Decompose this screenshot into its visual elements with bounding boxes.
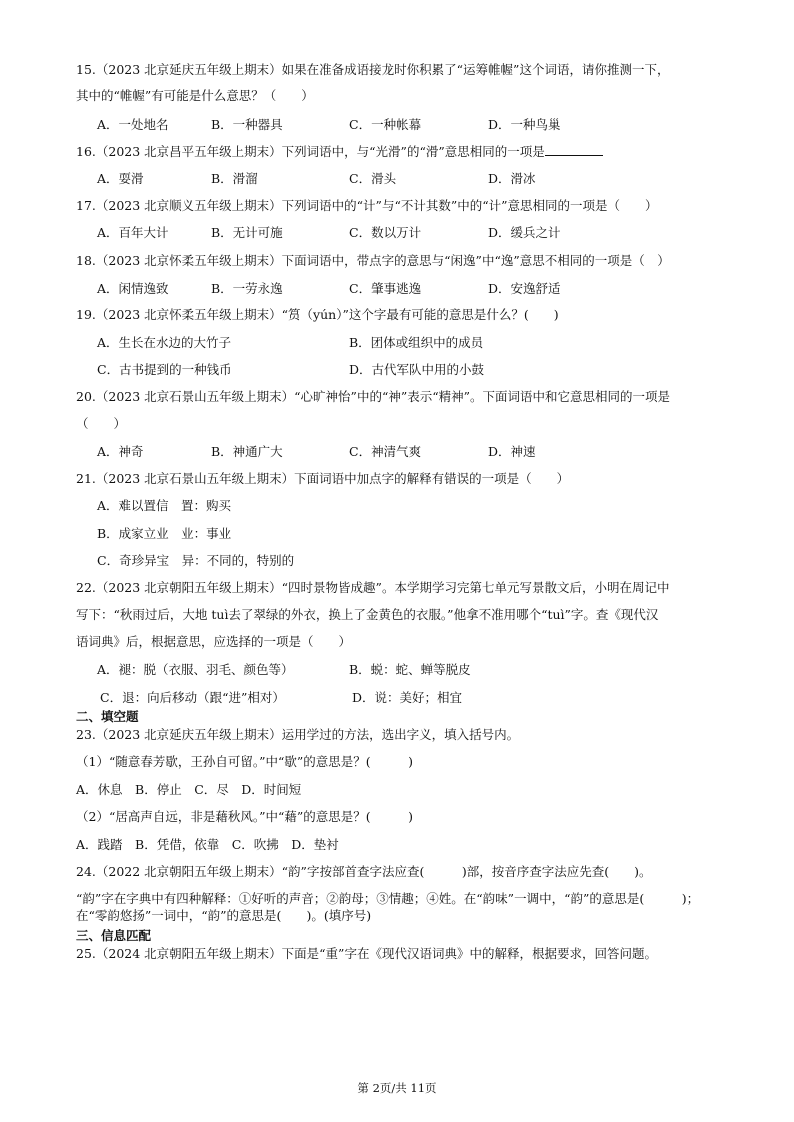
q20-option-b[interactable]: B．神通广大	[211, 444, 283, 459]
q22-option-d[interactable]: D．说：美好；相宜	[352, 690, 463, 705]
q23-sub2-options[interactable]: A．践踏 B．凭借，依靠 C．吹拂 D．垫衬	[76, 837, 339, 852]
q16-option-d[interactable]: D．滑冰	[488, 171, 536, 186]
q21-option-a[interactable]: A．难以置信 置：购买	[97, 498, 232, 513]
q20-option-d[interactable]: D．神速	[488, 444, 536, 459]
q17-option-b[interactable]: B．无计可施	[211, 225, 283, 240]
q23-sub2: （2）“居高声自远，非是藉秋风。”中“藉”的意思是？( )	[76, 809, 414, 824]
page-number-footer: 第 2页/共 11页	[357, 1081, 437, 1095]
q23-sub1-options[interactable]: A．休息 B．停止 C．尽 D．时间短	[76, 782, 302, 797]
section-heading-fill-in: 二、填空题	[76, 709, 139, 724]
section-heading-info-matching: 三、信息匹配	[76, 928, 152, 943]
q20-stem-line2: （ ）	[76, 416, 127, 431]
q21-stem: 21.（2023 北京石景山五年级上期末）下面词语中加点字的解释有错误的一项是（ ）	[76, 471, 570, 486]
q18-option-d[interactable]: D．安逸舒适	[488, 281, 561, 296]
q19-option-c[interactable]: C．古书提到的一种钱币	[97, 362, 232, 377]
q19-option-b[interactable]: B．团体或组织中的成员	[349, 335, 484, 350]
q22-option-a[interactable]: A．褪：脱（衣服、羽毛、颜色等）	[97, 662, 294, 677]
q19-option-d[interactable]: D．古代军队中用的小鼓	[349, 362, 485, 377]
q17-stem: 17.（2023 北京顺义五年级上期末）下列词语中的“计”与“不计其数”中的“计”意思相同的一项是（ ）	[76, 198, 658, 213]
q24-stem-line3: 在“零韵悠扬”一词中，“韵”的意思是( )。(填序号)	[76, 908, 372, 923]
q18-option-b[interactable]: B．一劳永逸	[211, 281, 283, 296]
q16-option-c[interactable]: C．滑头	[349, 171, 397, 186]
q24-stem-line1: 24.（2022 北京朝阳五年级上期末）“韵”字按部首查字法应查( )部，按音序查字法应先查( )。	[76, 864, 652, 879]
q18-option-a[interactable]: A．闲情逸致	[97, 281, 169, 296]
q16-stem	[76, 143, 603, 160]
q16-option-a[interactable]: A．耍滑	[97, 171, 144, 186]
q17-option-d[interactable]: D．缓兵之计	[488, 225, 561, 240]
q15-stem-line2: 其中的“帷幄”有可能是什么意思？（ ）	[76, 88, 314, 103]
q24-stem-line2: “韵”字在字典中有四种解释：①好听的声音；②韵母；③情趣；④姓。在“韵味”一调中，“韵”的意思是( )；	[76, 891, 700, 906]
q22-stem-line1: 22.（2023 北京朝阳五年级上期末）“四时景物皆成趣”。本学期学习完第七单元写景散文后，小明在周记中	[76, 580, 670, 595]
q17-option-c[interactable]: C．数以万计	[349, 225, 422, 240]
q21-option-c[interactable]: C．奇珍异宝 异：不同的，特别的	[97, 553, 295, 568]
q20-option-a[interactable]: A．神奇	[97, 444, 144, 459]
q22-option-b[interactable]: B．蜕：蛇、蝉等脱皮	[349, 662, 471, 677]
q18-stem: 18.（2023 北京怀柔五年级上期末）下面词语中，带点字的意思与“闲逸”中“逸”意思不相同的一项是（ ）	[76, 253, 670, 268]
q18-option-c[interactable]: C．肇事逃逸	[349, 281, 422, 296]
q16-stem-text: 16.（2023 北京昌平五年级上期末）下列词语中，与“光滑”的“滑”意思相同的一项是	[76, 144, 545, 159]
q16-option-b[interactable]: B．滑溜	[211, 171, 258, 186]
q19-stem: 19.（2023 北京怀柔五年级上期末）“筼（yún）”这个字最有可能的意思是什么？( )	[76, 307, 559, 322]
q15-option-c[interactable]: C．一种帐幕	[349, 117, 422, 132]
q22-stem-line3: 语词典》后，根据意思，应选择的一项是（ ）	[76, 634, 352, 649]
q19-option-a[interactable]: A．生长在水边的大竹子	[97, 335, 232, 350]
q15-stem-line1: 15.（2023 北京延庆五年级上期末）如果在准备成语接龙时你积累了“运筹帷幄”这个词语，请你推测一下，	[76, 62, 670, 77]
q25-stem: 25.（2024 北京朝阳五年级上期末）下面是“重”字在《现代汉语词典》中的解释，根据要求，回答问题。	[76, 946, 657, 961]
q17-option-a[interactable]: A．百年大计	[97, 225, 169, 240]
q23-sub1: （1）“随意春芳歇，王孙自可留。”中“歇”的意思是？( )	[76, 754, 414, 769]
q15-option-a[interactable]: A．一处地名	[97, 117, 169, 132]
q22-stem-line2: 写下：“秋雨过后，大地 tuì去了翠绿的外衣，换上了金黄色的衣服。”他拿不准用哪个“tuì”字。查《现代汉	[76, 607, 659, 622]
q23-stem: 23.（2023 北京延庆五年级上期末）运用学过的方法，选出字义，填入括号内。	[76, 727, 520, 742]
q15-option-b[interactable]: B．一种器具	[211, 117, 283, 132]
q16-answer-blank[interactable]	[545, 143, 603, 156]
q21-option-b[interactable]: B．成家立业 业：事业	[97, 526, 232, 541]
q22-option-c[interactable]: C．退：向后移动（跟“进”相对）	[100, 690, 285, 705]
q15-option-d[interactable]: D．一种鸟巢	[488, 117, 561, 132]
q20-stem-line1: 20.（2023 北京石景山五年级上期末）“心旷神怡”中的“神”表示“精神”。下面词语中和它意思相同的一项是	[76, 389, 671, 404]
q20-option-c[interactable]: C．神清气爽	[349, 444, 422, 459]
